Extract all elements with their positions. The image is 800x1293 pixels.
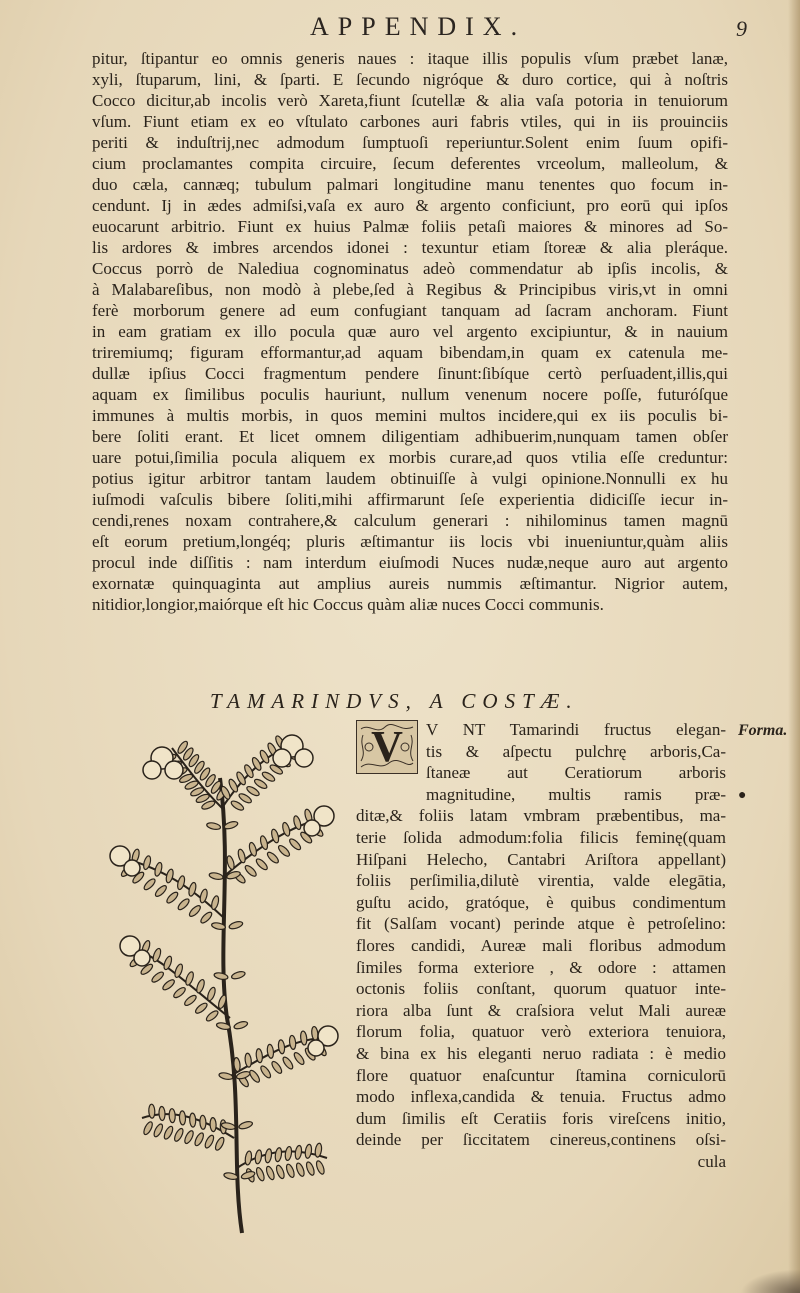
body-text xyxy=(92,48,728,615)
leaflet xyxy=(210,895,220,910)
leaflet xyxy=(248,842,258,857)
body-line: aquam ex ſimilibus poculis hauriunt, nullum venenum nocere poſſe, futuróſque xyxy=(92,385,728,404)
leaflet xyxy=(277,844,291,858)
leaflet xyxy=(304,1144,312,1159)
leaflet xyxy=(152,947,163,962)
leaflet xyxy=(255,1167,266,1182)
leaflet xyxy=(293,1051,306,1066)
leaflet xyxy=(188,904,202,918)
column-line: modo inflexa,candida & tenuia. Fructus admo xyxy=(356,1087,726,1107)
body-line: Cocco dicitur,ab incolis verò Xareta,fiunt ſcutellæ & alia vaſa potoria in tenuiorum xyxy=(92,91,728,110)
body-line: bere ſoliti erant. Et licet omnem diligentiam adhibuerim,nunquam tamen obſer xyxy=(92,427,728,446)
column-line: riora alba ſunt & craſsiora velut Mali aureæ xyxy=(356,1000,726,1020)
column-line: flores candidi, Aureæ mali floribus admodum xyxy=(356,935,726,955)
leaflet xyxy=(210,1117,217,1131)
leaflet xyxy=(199,911,213,925)
column-line: Hiſpani Helecho, Cantabri Ariſtora appellant) xyxy=(356,849,726,869)
body-line: periti & induſtrij,nec admodum ſumptuoſi reperiuntur.Solent enim ſuum opifi- xyxy=(92,133,728,152)
column-line: deinde per ſiccitatem cinereus,continens oſsi- xyxy=(356,1130,726,1150)
body-line: pitur, ſtipantur eo omnis generis naues : itaque illis populis vſum præbet lanæ, xyxy=(92,49,728,68)
leaflet xyxy=(233,1020,248,1030)
page-edge-shadow xyxy=(788,0,800,1293)
page-header xyxy=(0,10,800,44)
leaflet xyxy=(238,1120,253,1130)
leaflet xyxy=(206,822,221,831)
body-line: cendi,renes noxam contrahere,& calculum generari : nihilominus tamen magnū xyxy=(92,511,728,530)
leaflet xyxy=(214,1136,226,1151)
body-line: cium proclamantes compita circuire, ſecum deferentes vrceolum, malleolum, & xyxy=(92,154,728,173)
tamarind-woodcut-figure xyxy=(92,718,348,1238)
leaflet xyxy=(163,955,174,970)
leaflet xyxy=(295,1162,306,1177)
leaflet xyxy=(218,1072,233,1081)
column-line: terie ſolida admodum:folia filicis feminę(quam xyxy=(356,827,726,847)
leaflet xyxy=(199,888,209,903)
body-line: xyli, ſtuparum, lini, & ſparti. E ſecundo nigróque & duro cortice, qui à noſtris xyxy=(92,70,728,89)
leaflet xyxy=(245,785,260,798)
leaflet xyxy=(169,1109,176,1123)
leaflet xyxy=(270,1060,283,1075)
leaflet xyxy=(183,994,198,1008)
body-line: Coccus porrò de Nalediua cognominatus adeò commendatur ab ipſis incolis, & xyxy=(92,259,728,278)
leaflet xyxy=(265,1165,276,1180)
leaflet xyxy=(150,970,165,984)
leaflet xyxy=(173,1127,185,1142)
leaflet xyxy=(230,799,245,812)
leaflet xyxy=(183,1130,195,1145)
column-line: ſtaneæ aut Ceratiorum arboris xyxy=(426,763,726,783)
section-title: TAMARINDVS, A COSTÆ. xyxy=(210,689,579,713)
leaflet xyxy=(209,872,224,881)
column-line: & bina ex his eleganti neruo radiata : è medio xyxy=(356,1043,726,1063)
leaflet xyxy=(195,979,206,994)
leaflet xyxy=(159,1106,166,1120)
column-line: tis & aſpectu pulchrę arboris,Ca- xyxy=(426,741,726,761)
leaflet xyxy=(228,920,243,930)
column-line: foliis perſimilia,dilutè virentia, valde elegātia, xyxy=(356,871,726,891)
margin-note: Forma. xyxy=(738,722,788,739)
leaflet xyxy=(285,1163,296,1178)
leaflet xyxy=(205,1009,220,1023)
leaflet xyxy=(259,1064,272,1079)
leaflet xyxy=(264,1148,272,1163)
body-line: vſum. Fiunt etiam ex eo vſtulato carbones auri fabris vtiles, qui in iis prouinciis xyxy=(92,112,728,131)
tamarind-branch-illustration xyxy=(92,718,348,1238)
margin-mark: ● xyxy=(738,788,747,803)
leaflet xyxy=(294,1145,302,1160)
column-line: ditæ,& foliis latam vmbram præbentibus, ma- xyxy=(356,806,726,826)
leaflet xyxy=(261,770,276,783)
leaflet xyxy=(237,848,247,863)
leaflet xyxy=(253,778,268,791)
leaflet xyxy=(173,963,184,978)
leaflet xyxy=(226,855,236,870)
column-line: guſtu acido, gratóque, è quibus condimentum xyxy=(356,892,726,912)
body-line: uare potui,ſimilia pocula aliquem ex morbis curare,ad quos vtilia eſſe creduntur: xyxy=(92,448,728,467)
column-line: magnitudine, multis ramis præ- xyxy=(426,784,726,804)
leaflet xyxy=(194,1001,209,1015)
column-line: flore quatuor enaſcuntur ſtamina corniculorū xyxy=(356,1065,726,1085)
leaflet xyxy=(289,1035,297,1050)
leaflet xyxy=(161,978,176,992)
leaflet xyxy=(248,1069,261,1084)
leaflet xyxy=(200,1115,207,1129)
leaflet xyxy=(238,792,253,805)
leaflet xyxy=(267,1044,275,1059)
column-line: dum ſimilis eſt Ceratiis foris vireſcens initio, xyxy=(356,1108,726,1128)
initial-letter: V xyxy=(371,722,403,771)
leaflet xyxy=(244,864,258,878)
leaflet xyxy=(206,986,217,1001)
leaflet xyxy=(172,986,187,1000)
leaflet xyxy=(315,1160,326,1175)
body-line: eſt eorum pretium,longéq; pluris æſtimantur iis locis vbi inueniuntur,quàm aliis xyxy=(92,532,728,551)
body-line: ferè morborum genere ad eum confugiant tanquam ad ſacram anchoram. Fiunt xyxy=(92,301,728,320)
leaflet xyxy=(165,891,179,905)
body-line: cendunt. Ij in ædes admiſsi,vaſa ex auro & argento conficiunt, pro eorū qui ipſos xyxy=(92,196,728,215)
leaflet xyxy=(154,884,168,898)
column-line: cula xyxy=(697,1151,726,1171)
body-line: exornatæ quinquaginta aut amplius aureis nummis æſtimantur. Nigrior autem, xyxy=(92,574,728,593)
column-line: octonis foliis conſtant, quorum quatuor inte- xyxy=(356,979,726,999)
leaflet xyxy=(154,862,164,877)
leaflet xyxy=(274,1147,282,1162)
body-line: dullæ ipſius Cocci fragmentum pendere ſinunt:ſibíque certò perſuadent,illis,qui xyxy=(92,364,728,383)
body-line: duo cæla, cannæq; tubulum palmari longitudine manu tenentes quo focum in- xyxy=(92,175,728,194)
leaflet xyxy=(165,868,175,883)
leaflet xyxy=(163,1125,175,1140)
leaflet xyxy=(143,877,157,891)
page-number: 9 xyxy=(736,16,747,41)
leaflet xyxy=(177,897,191,911)
leaflet xyxy=(254,1150,262,1165)
leaflet xyxy=(142,1121,154,1136)
tamarind-description xyxy=(356,719,726,1172)
column-line: florum folia, quatuor verò exteriora tenuiora, xyxy=(356,1022,726,1042)
leaflet xyxy=(184,971,195,986)
body-line: potius igitur arbitror tantam laudem obtinuiſſe à vulgi opinione.Nonnulli ex hu xyxy=(92,469,728,488)
leaflet xyxy=(305,1161,316,1176)
leaflet xyxy=(284,1146,292,1161)
body-line: immunes à multis morbis, in quos memini multos incidere,qui ex iis poculis bi- xyxy=(92,406,728,425)
leaflet xyxy=(193,1132,205,1147)
leaflet xyxy=(179,1111,186,1125)
leaflet xyxy=(244,1151,252,1166)
body-line: procul inde diſſitis : nam interdum eiuſmodi Nuces nudæ,neque auro aut argento xyxy=(92,553,728,572)
leaflet xyxy=(275,1164,286,1179)
leaflet xyxy=(152,1123,164,1138)
running-head: APPENDIX. xyxy=(310,12,527,41)
leaflet xyxy=(204,1134,216,1149)
leaflet xyxy=(231,970,246,980)
leaflet xyxy=(176,875,186,890)
body-line: in eam gratiam ex illo pocula quæ auro vel argento excipiuntur, & in nauium xyxy=(92,322,728,341)
body-line: lis ardores & imbres arcendos idonei : texuntur etiam ſtoreæ & alia pleráque. xyxy=(92,238,728,257)
leaflet xyxy=(214,972,229,981)
leaflet xyxy=(244,1053,252,1068)
leaflet xyxy=(148,1104,155,1118)
column-line: fit (Salſam vocant) perinde atque è petroſelino: xyxy=(356,914,726,934)
body-line: nitidior,longior,maiórque eſt hic Coccus quàm aliæ nuces Cocci communis. xyxy=(92,595,604,614)
body-line: à Malabareſibus, non modò à plebe,ſed à Regibus & Principibus viris,vt in omni xyxy=(92,280,728,299)
body-line: triremiumq; figuram efformantur,ad aquam bibendam,in quam ex catenula me- xyxy=(92,343,728,362)
body-line: iuſmodi vaſculis bibere ſoliti,mihi affirmarunt ſeſe experientia didiciſſe iecur in- xyxy=(92,490,728,509)
leaflet xyxy=(300,1031,308,1046)
column-line: ſimiles forma exteriore , & odore : attamen xyxy=(356,957,726,977)
page-stain xyxy=(740,1269,800,1293)
column-line: V NT Tamarindi fructus elegan- xyxy=(426,720,726,739)
leaflet xyxy=(255,857,269,871)
leaflet xyxy=(278,1039,286,1054)
leaflet xyxy=(288,837,302,851)
body-line: euocarunt arbitrio. Fiunt ex huius Palmæ foliis petaſi maiores & minores ad So- xyxy=(92,217,728,236)
leaflet xyxy=(281,1056,294,1071)
leaflet xyxy=(266,851,280,865)
leaflet xyxy=(189,1113,196,1127)
